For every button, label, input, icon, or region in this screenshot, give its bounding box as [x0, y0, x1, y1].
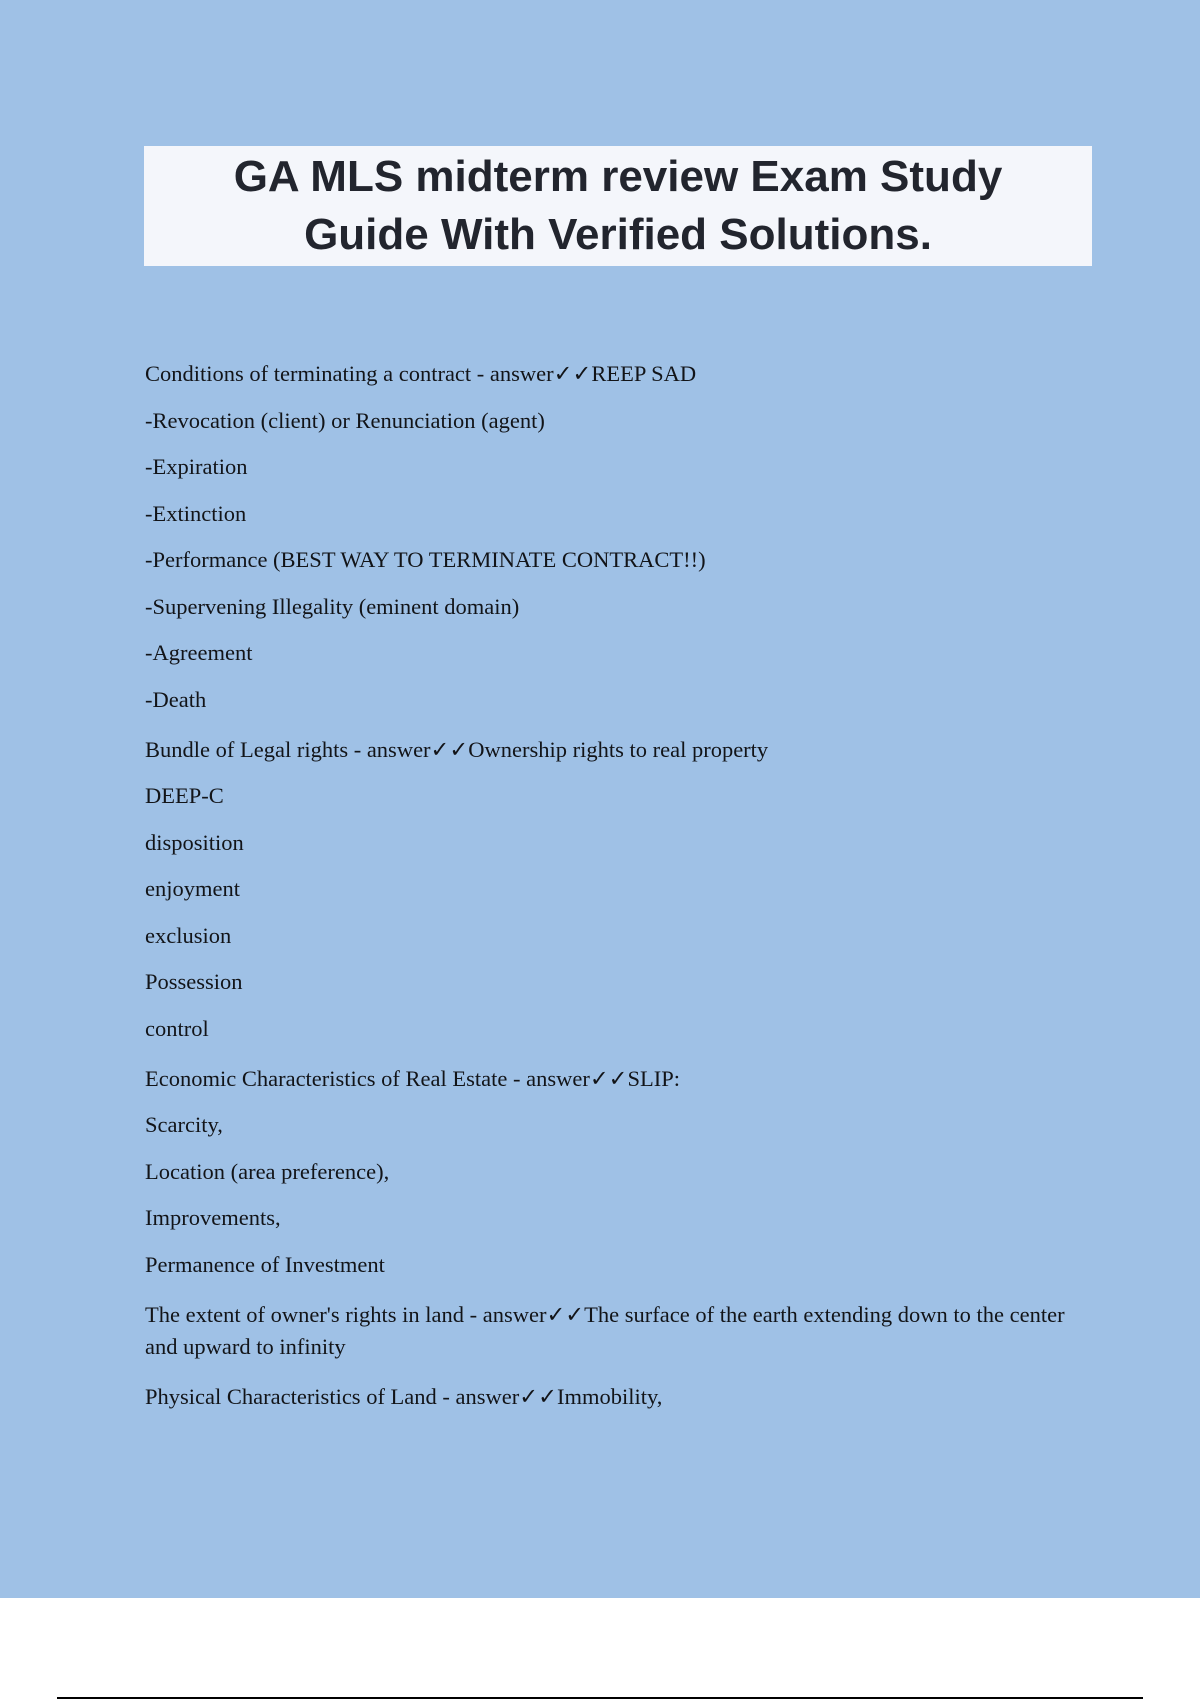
answer-line: DEEP-C	[145, 783, 224, 808]
answer-line: -Death	[145, 686, 207, 712]
question-extent-of-rights: The extent of owner's rights in land - answer✓✓The surface of the earth extending down to the center and upward to infinity	[145, 1301, 1065, 1359]
answer-line: Location (area preference),	[145, 1158, 390, 1184]
answer-line: Scarcity,	[145, 1112, 223, 1137]
footer-rule	[57, 1697, 1143, 1699]
answer-line: Permanence of Investment	[145, 1251, 385, 1277]
title-line-2: Guide With Verified Solutions.	[304, 210, 932, 259]
answer-line: -Performance (BEST WAY TO TERMINATE CONTRACT!!)	[145, 547, 706, 572]
question-bundle-of-rights: Bundle of Legal rights - answer✓✓Ownership rights to real property	[145, 736, 769, 762]
answer-line: Possession	[145, 969, 243, 994]
question-contract-termination: Conditions of terminating a contract - answer✓✓REEP SAD	[145, 361, 697, 386]
title-line-1: GA MLS midterm review Exam Study	[233, 152, 1003, 201]
answer-line: -Revocation (client) or Renunciation (agent)	[145, 407, 545, 433]
question-physical-characteristics: Physical Characteristics of Land - answer✓✓Immobility,	[145, 1383, 663, 1409]
answer-line: -Expiration	[145, 454, 248, 479]
answer-line: Improvements,	[145, 1205, 281, 1230]
answer-line: control	[145, 1015, 209, 1041]
answer-line: -Agreement	[145, 640, 253, 665]
answer-line: enjoyment	[145, 876, 240, 901]
question-economic-characteristics: Economic Characteristics of Real Estate - answer✓✓SLIP:	[145, 1065, 681, 1091]
answer-line: disposition	[145, 829, 244, 855]
answer-line: -Extinction	[145, 500, 247, 526]
answer-line: exclusion	[145, 922, 232, 948]
title-box	[144, 146, 1092, 266]
answer-line: -Supervening Illegality (eminent domain)	[145, 593, 520, 619]
document-body	[145, 358, 1085, 1413]
